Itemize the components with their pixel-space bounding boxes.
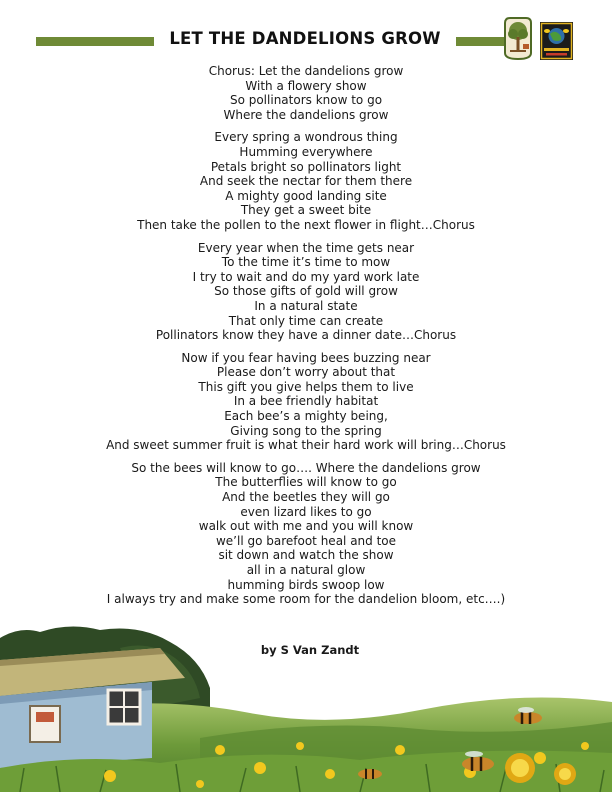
stanza-3 — [60, 351, 552, 453]
poem-line: we’ll go barefoot heal and toe — [215, 533, 397, 548]
poem-line: Each bee’s a mighty being, — [224, 409, 388, 424]
poem-line: And the beetles they will go — [222, 490, 390, 505]
poem-line: Then take the pollen to the next flower in flight…Chorus — [137, 217, 475, 232]
poem-line: So pollinators know to go — [229, 93, 383, 108]
page-title: LET THE DANDELIONS GROW — [169, 29, 441, 48]
poem-line: To the time it’s time to mow — [221, 255, 391, 270]
poem-line: sit down and watch the show — [218, 548, 394, 563]
stanza-2 — [60, 241, 552, 343]
poem-line: even lizard likes to go — [240, 504, 372, 519]
poem-line: I always try and make some room for the dandelion bloom, etc….) — [106, 592, 506, 607]
title-rule-left — [36, 37, 154, 46]
poem-body — [60, 64, 552, 615]
poem-line: Every spring a wondrous thing — [214, 130, 398, 145]
pollinator-badge-icon — [540, 22, 573, 60]
poem-line: Now if you fear having bees buzzing near — [181, 350, 431, 365]
poem-line: Petals bright so pollinators light — [210, 159, 402, 174]
poem-line: They get a sweet bite — [240, 203, 372, 218]
poem-line: The butterflies will know to go — [215, 475, 397, 490]
poem-line: Where the dandelions grow — [223, 107, 389, 122]
poem-line: This gift you give helps them to live — [198, 379, 414, 394]
poem-line: Giving song to the spring — [230, 423, 382, 438]
poem-line: all in a natural glow — [246, 563, 366, 577]
poem-line: In a natural state — [254, 298, 358, 313]
poem-line: I try to wait and do my yard work late — [192, 269, 420, 284]
title-bar — [36, 28, 512, 58]
poem-line: That only time can create — [228, 313, 384, 328]
poem-line: Pollinators know they have a dinner date…Chorus — [155, 328, 457, 343]
stanza-chorus — [60, 64, 552, 122]
poem-line: With a flowery show — [245, 78, 367, 93]
poem-line: And sweet summer fruit is what their hard work will bring…Chorus — [106, 438, 506, 453]
tree-logo-icon — [502, 17, 534, 60]
stanza-1 — [60, 130, 552, 232]
poem-line: So the bees will know to go…. Where the dandelions grow — [131, 460, 481, 475]
stanza-4 — [60, 461, 552, 607]
poem-line: humming birds swoop low — [227, 577, 385, 592]
poem-line: A mighty good landing site — [225, 188, 387, 203]
poem-line: In a bee friendly habitat — [233, 394, 379, 409]
poem-line: walk out with me and you will know — [198, 519, 414, 534]
poem-line: Every year when the time gets near — [197, 240, 415, 255]
poem-line: So those gifts of gold will grow — [214, 284, 398, 299]
poem-line: Please don’t worry about that — [216, 365, 396, 380]
bee-icon — [358, 769, 382, 779]
author-byline: by S Van Zandt — [260, 643, 360, 657]
poem-line: Chorus: Let the dandelions grow — [208, 64, 404, 78]
poem-line: And seek the nectar for them there — [199, 174, 413, 189]
poem-line: Humming everywhere — [239, 144, 373, 159]
